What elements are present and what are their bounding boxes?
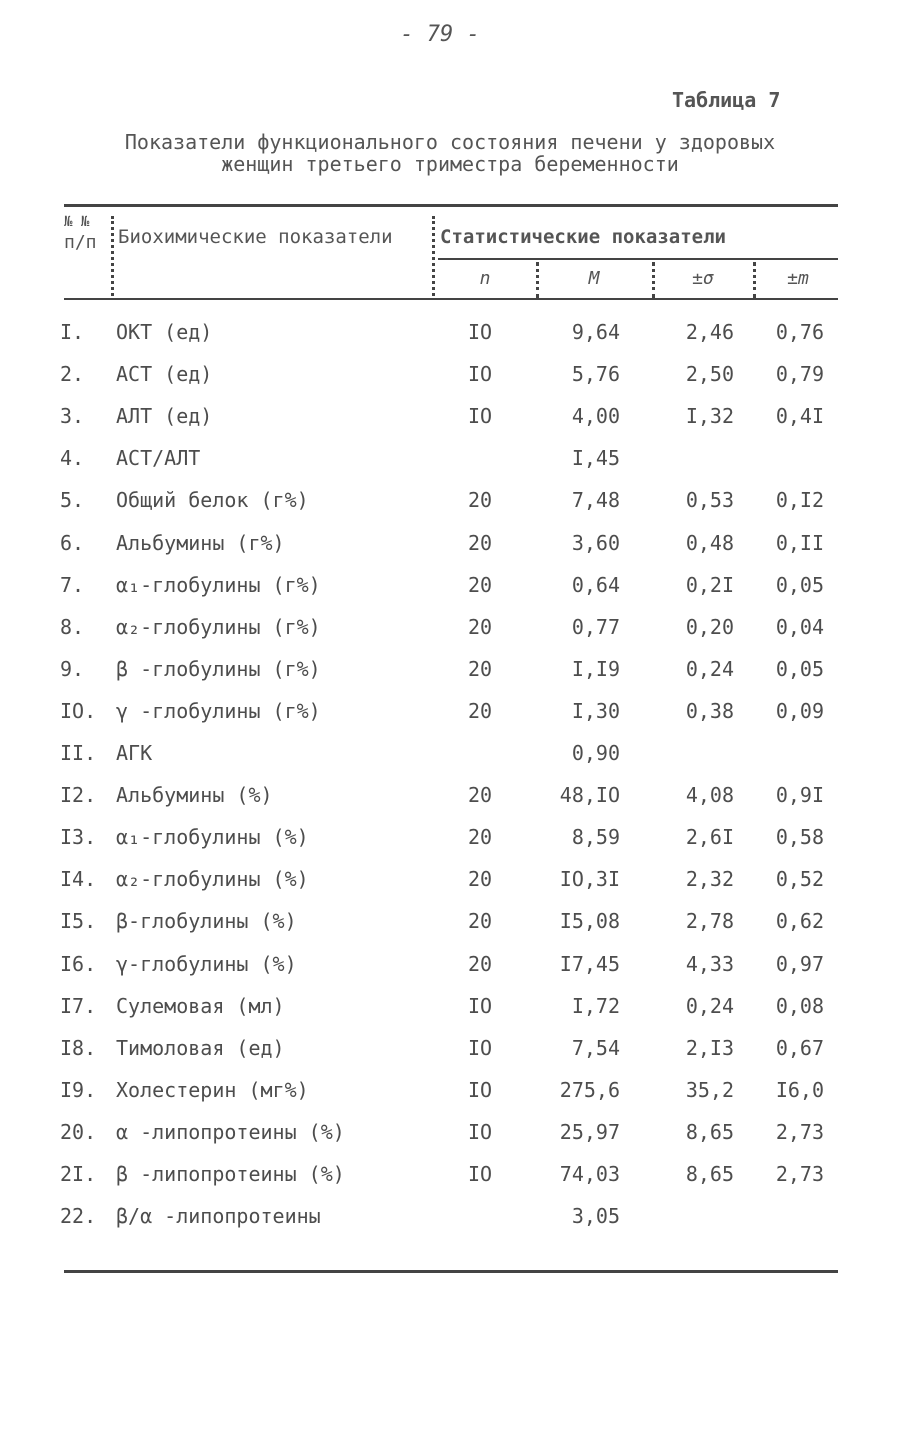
row-indicator: α₂-глобулины (г%) bbox=[116, 614, 321, 639]
row-mean: 8,59 bbox=[571, 825, 620, 850]
row-mean: 5,76 bbox=[571, 362, 620, 387]
row-indicator: Общий белок (г%) bbox=[116, 488, 309, 513]
table-row bbox=[0, 657, 904, 697]
row-indicator: Холестерин (мг%) bbox=[116, 1077, 309, 1102]
row-sigma: 2,32 bbox=[685, 867, 734, 892]
row-std-error: 0,05 bbox=[775, 572, 824, 597]
row-std-error: 0,9I bbox=[775, 783, 824, 808]
row-std-error: 0,09 bbox=[775, 698, 824, 723]
row-number: 5. bbox=[60, 488, 85, 513]
table-row bbox=[0, 531, 904, 571]
row-sigma: 0,38 bbox=[685, 698, 734, 723]
header-col-mean: M bbox=[588, 268, 600, 289]
row-number: 6. bbox=[60, 530, 85, 555]
row-n: 20 bbox=[467, 783, 493, 808]
table-row bbox=[0, 1036, 904, 1076]
stats-subheader-rule bbox=[438, 258, 838, 260]
row-mean: 3,05 bbox=[571, 1204, 620, 1229]
row-indicator: α -липопротеины (%) bbox=[116, 1119, 345, 1144]
header-col-sigma: ±σ bbox=[692, 268, 714, 289]
row-n: IO bbox=[467, 404, 493, 429]
table-row bbox=[0, 867, 904, 907]
table-row bbox=[0, 825, 904, 865]
table-row bbox=[0, 1078, 904, 1118]
row-indicator: ОКТ (ед) bbox=[116, 320, 213, 344]
table-row bbox=[0, 1120, 904, 1160]
table-row bbox=[0, 615, 904, 655]
table-row bbox=[0, 699, 904, 739]
row-std-error: 0,4I bbox=[775, 404, 824, 429]
row-indicator: АЛТ (ед) bbox=[116, 404, 213, 429]
table-header-rule bbox=[64, 298, 838, 300]
row-indicator: АГК bbox=[116, 741, 153, 765]
row-sigma: 0,24 bbox=[685, 656, 734, 681]
row-std-error: 0,58 bbox=[775, 825, 824, 850]
row-mean: 0,77 bbox=[571, 614, 620, 639]
row-number: 9. bbox=[60, 656, 85, 681]
row-number: I3. bbox=[60, 825, 97, 850]
row-sigma: 8,65 bbox=[685, 1119, 734, 1144]
row-mean: I5,08 bbox=[559, 909, 620, 934]
table-top-rule bbox=[64, 204, 838, 207]
table-row bbox=[0, 783, 904, 823]
row-indicator: Альбумины (%) bbox=[116, 783, 273, 808]
row-n: IO bbox=[467, 1119, 493, 1144]
header-biochemical-indicators: Биохимические показатели bbox=[118, 226, 393, 248]
row-n: 20 bbox=[467, 698, 493, 723]
row-mean: 7,54 bbox=[571, 1035, 620, 1060]
row-mean: I,72 bbox=[571, 993, 620, 1018]
row-sigma: 0,2I bbox=[685, 572, 734, 597]
row-std-error: 0,04 bbox=[775, 614, 824, 639]
table-row bbox=[0, 741, 904, 781]
row-number: I8. bbox=[60, 1035, 97, 1060]
row-mean: 25,97 bbox=[559, 1119, 620, 1144]
row-number: I2. bbox=[60, 783, 97, 808]
row-n: IO bbox=[467, 993, 493, 1018]
table-row bbox=[0, 404, 904, 444]
row-std-error: 0,52 bbox=[775, 867, 824, 892]
row-std-error: 0,05 bbox=[775, 656, 824, 681]
table-bottom-rule bbox=[64, 1270, 838, 1273]
table-title-line-1: Показатели функционального состояния печени у здоровых bbox=[124, 130, 776, 154]
row-indicator: α₁-глобулины (г%) bbox=[116, 572, 321, 597]
row-indicator: β -липопротеины (%) bbox=[116, 1162, 345, 1186]
table-row bbox=[0, 909, 904, 949]
row-number: I6. bbox=[60, 951, 97, 976]
row-mean: IO,3I bbox=[559, 867, 620, 892]
row-number: 8. bbox=[60, 614, 85, 639]
page-number: - 79 - bbox=[400, 22, 480, 47]
table-row bbox=[0, 320, 904, 360]
row-number: 7. bbox=[60, 572, 85, 597]
header-col-n: n bbox=[479, 268, 491, 289]
row-number: 22. bbox=[60, 1204, 97, 1229]
row-number: I9. bbox=[60, 1077, 97, 1102]
row-mean: I7,45 bbox=[559, 951, 620, 976]
row-std-error: 0,79 bbox=[775, 362, 824, 387]
row-std-error: 2,73 bbox=[775, 1119, 824, 1144]
row-indicator: Сулемовая (мл) bbox=[116, 993, 285, 1018]
column-divider bbox=[753, 262, 756, 298]
header-col-std-error: ±m bbox=[787, 268, 809, 289]
row-indicator: α₁-глобулины (%) bbox=[116, 825, 309, 850]
table-row bbox=[0, 1204, 904, 1244]
row-mean: 74,03 bbox=[559, 1162, 620, 1186]
row-std-error: 0,I2 bbox=[775, 488, 824, 513]
row-n: 20 bbox=[467, 867, 493, 892]
row-n: 20 bbox=[467, 951, 493, 976]
row-n: IO bbox=[467, 1162, 493, 1186]
row-mean: 0,90 bbox=[571, 741, 620, 765]
row-number: I. bbox=[60, 320, 85, 344]
row-indicator: α₂-глобулины (%) bbox=[116, 867, 309, 892]
column-divider bbox=[652, 262, 655, 298]
row-n: 20 bbox=[467, 614, 493, 639]
row-sigma: 0,20 bbox=[685, 614, 734, 639]
row-indicator: АСТ (ед) bbox=[116, 362, 213, 387]
row-indicator: γ-глобулины (%) bbox=[116, 951, 297, 976]
table-row bbox=[0, 362, 904, 402]
table-row bbox=[0, 1162, 904, 1202]
row-sigma: 2,I3 bbox=[685, 1035, 734, 1060]
row-number: 2I. bbox=[60, 1162, 97, 1186]
row-n: 20 bbox=[467, 530, 493, 555]
row-std-error: 0,II bbox=[775, 530, 824, 555]
row-sigma: 35,2 bbox=[685, 1077, 734, 1102]
table-row bbox=[0, 994, 904, 1034]
row-mean: 0,64 bbox=[571, 572, 620, 597]
row-n: IO bbox=[467, 320, 493, 344]
row-n: 20 bbox=[467, 656, 493, 681]
row-n: IO bbox=[467, 362, 493, 387]
row-sigma: 4,33 bbox=[685, 951, 734, 976]
column-divider bbox=[432, 216, 435, 296]
row-indicator: АСТ/АЛТ bbox=[116, 446, 201, 471]
row-std-error: I6,0 bbox=[775, 1077, 824, 1102]
row-sigma: 4,08 bbox=[685, 783, 734, 808]
table-row bbox=[0, 446, 904, 486]
table-row bbox=[0, 488, 904, 528]
row-n: 20 bbox=[467, 572, 493, 597]
row-n: 20 bbox=[467, 825, 493, 850]
table-title-line-2: женщин третьего триместра беременности bbox=[221, 152, 679, 176]
row-std-error: 0,08 bbox=[775, 993, 824, 1018]
row-indicator: β-глобулины (%) bbox=[116, 909, 297, 934]
row-indicator: Тимоловая (ед) bbox=[116, 1035, 285, 1060]
row-sigma: 0,48 bbox=[685, 530, 734, 555]
row-mean: I,30 bbox=[571, 698, 620, 723]
row-number: 3. bbox=[60, 404, 85, 429]
row-number: I4. bbox=[60, 867, 97, 892]
row-mean: 275,6 bbox=[559, 1077, 620, 1102]
row-mean: 9,64 bbox=[571, 320, 620, 344]
row-indicator: Альбумины (г%) bbox=[116, 530, 285, 555]
row-indicator: β -глобулины (г%) bbox=[116, 656, 321, 681]
row-number: 20. bbox=[60, 1119, 97, 1144]
row-std-error: 0,67 bbox=[775, 1035, 824, 1060]
row-std-error: 0,97 bbox=[775, 951, 824, 976]
row-sigma: 8,65 bbox=[685, 1162, 734, 1186]
table-row bbox=[0, 573, 904, 613]
row-mean: I,I9 bbox=[571, 656, 620, 681]
row-mean: 48,IO bbox=[559, 783, 620, 808]
row-sigma: 2,46 bbox=[685, 320, 734, 344]
row-sigma: 2,78 bbox=[685, 909, 734, 934]
row-std-error: 0,76 bbox=[775, 320, 824, 344]
row-number: I7. bbox=[60, 993, 97, 1018]
row-mean: I,45 bbox=[571, 446, 620, 471]
row-n: 20 bbox=[467, 488, 493, 513]
row-indicator: γ -глобулины (г%) bbox=[116, 698, 321, 723]
table-label: Таблица 7 bbox=[672, 88, 781, 112]
row-number: I5. bbox=[60, 909, 97, 934]
row-mean: 3,60 bbox=[571, 530, 620, 555]
row-n: 20 bbox=[467, 909, 493, 934]
header-statistical-indicators: Статистические показатели bbox=[440, 226, 726, 248]
row-sigma: 0,24 bbox=[685, 993, 734, 1018]
header-number-line-1: № № bbox=[64, 214, 90, 230]
row-sigma: 0,53 bbox=[685, 488, 734, 513]
row-number: II. bbox=[60, 741, 97, 765]
row-sigma: I,32 bbox=[685, 404, 734, 429]
row-mean: 7,48 bbox=[571, 488, 620, 513]
row-n: IO bbox=[467, 1035, 493, 1060]
row-n: IO bbox=[467, 1077, 493, 1102]
row-sigma: 2,50 bbox=[685, 362, 734, 387]
row-number: 2. bbox=[60, 362, 85, 387]
row-number: IO. bbox=[60, 698, 97, 723]
table-row bbox=[0, 952, 904, 992]
column-divider bbox=[536, 262, 539, 298]
row-number: 4. bbox=[60, 446, 85, 471]
row-std-error: 2,73 bbox=[775, 1162, 824, 1186]
row-indicator: β/α -липопротеины bbox=[116, 1204, 321, 1229]
row-mean: 4,00 bbox=[571, 404, 620, 429]
header-number-line-2: п/п bbox=[64, 232, 97, 253]
column-divider bbox=[111, 216, 114, 296]
row-sigma: 2,6I bbox=[685, 825, 734, 850]
row-std-error: 0,62 bbox=[775, 909, 824, 934]
